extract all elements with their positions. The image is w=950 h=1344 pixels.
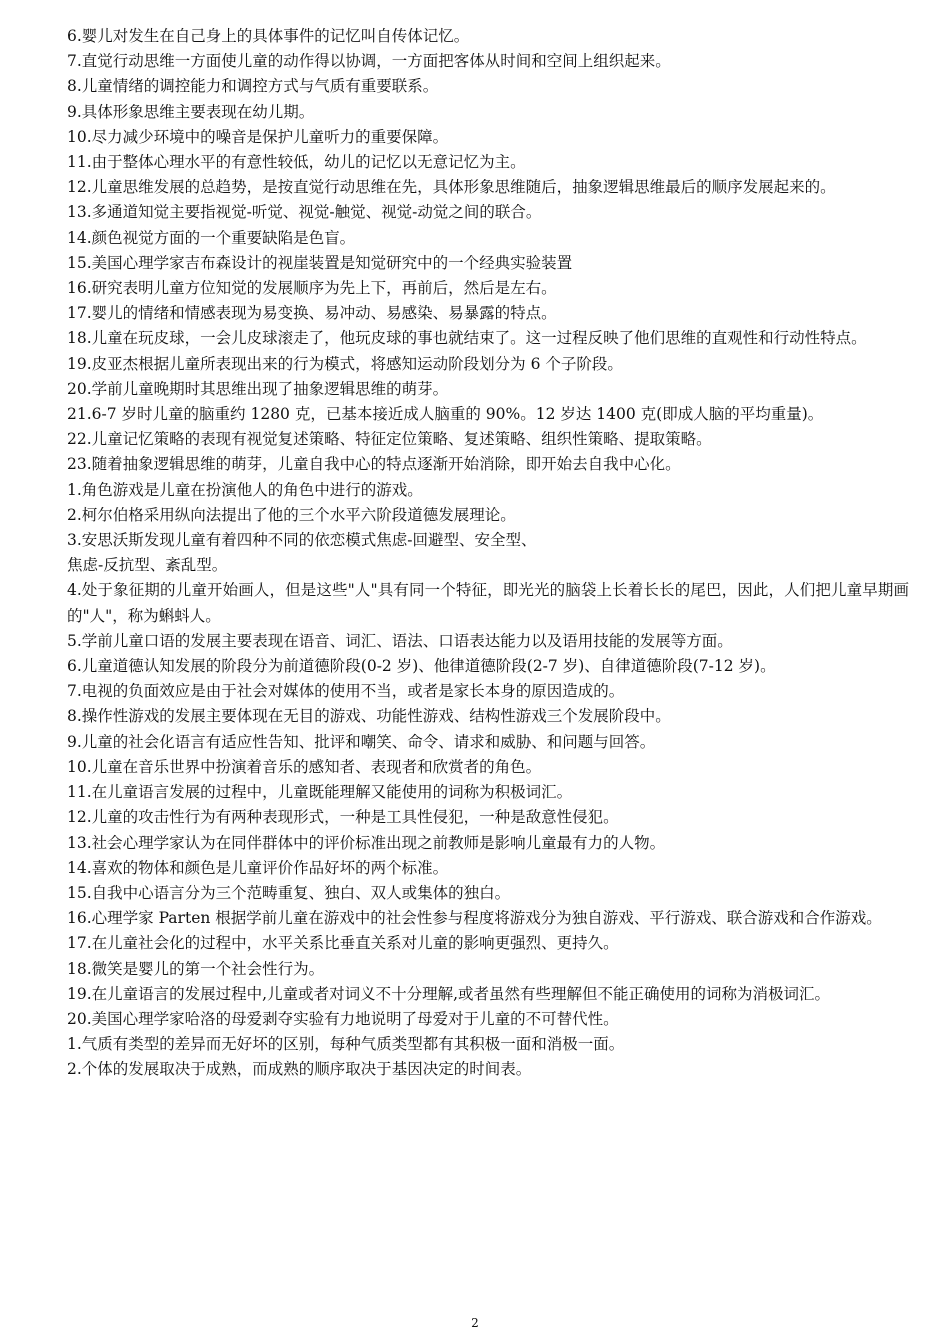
text-line: 23.随着抽象逻辑思维的萌芽，儿童自我中心的特点逐渐开始消除，即开始去自我中心化。 <box>67 455 681 474</box>
text-line: 10.儿童在音乐世界中扮演着音乐的感知者、表现者和欣赏者的角色。 <box>67 757 542 776</box>
text-line: 19.皮亚杰根据儿童所表现出来的行为模式，将感知运动阶段划分为 6 个子阶段。 <box>67 354 623 373</box>
text-line: 3.安思沃斯发现儿童有着四种不同的依恋模式焦虑-回避型、安全型、 <box>67 531 537 550</box>
text-line: 9.儿童的社会化语言有适应性告知、批评和嘲笑、命令、请求和威胁、和问题与回答。 <box>67 732 656 751</box>
text-line: 2.个体的发展取决于成熟，而成熟的顺序取决于基因决定的时间表。 <box>67 1060 532 1079</box>
text-line: 18.微笑是婴儿的第一个社会性行为。 <box>67 959 325 978</box>
text-line: 14.喜欢的物体和颜色是儿童评价作品好坏的两个标准。 <box>67 858 449 877</box>
document-body <box>67 24 909 1083</box>
text-line: 焦虑-反抗型、紊乱型。 <box>67 556 228 575</box>
text-line: 9.具体形象思维主要表现在幼儿期。 <box>67 102 315 121</box>
text-line: 2.柯尔伯格采用纵向法提出了他的三个水平六阶段道德发展理论。 <box>67 505 516 524</box>
text-line: 8.儿童情绪的调控能力和调控方式与气质有重要联系。 <box>67 77 439 96</box>
text-line: 13.社会心理学家认为在同伴群体中的评价标准出现之前教师是影响儿童最有力的人物。 <box>67 833 666 852</box>
text-line: 12.儿童思维发展的总趋势，是按直觉行动思维在先，具体形象思维随后，抽象逻辑思维最后的顺序发展起来的。 <box>67 178 836 197</box>
text-line: 16.研究表明儿童方位知觉的发展顺序为先上下，再前后，然后是左右。 <box>67 279 557 298</box>
text-line: 16.心理学家 Parten 根据学前儿童在游戏中的社会性参与程度将游戏分为独自游戏、平行游戏、联合游戏和合作游戏。 <box>67 909 882 928</box>
text-line: 4.处于象征期的儿童开始画人，但是这些"人"具有同一个特征，即光光的脑袋上长着长长的尾巴，因此，人们把儿童早期画的"人"，称为蝌蚪人。 <box>67 581 909 625</box>
text-line: 20.学前儿童晚期时其思维出现了抽象逻辑思维的萌芽。 <box>67 379 449 398</box>
text-line: 15.美国心理学家吉布森设计的视崖装置是知觉研究中的一个经典实验装置 <box>67 253 573 272</box>
text-line: 17.在儿童社会化的过程中，水平关系比垂直关系对儿童的影响更强烈、更持久。 <box>67 934 619 953</box>
text-line: 8.操作性游戏的发展主要体现在无目的游戏、功能性游戏、结构性游戏三个发展阶段中。 <box>67 707 671 726</box>
text-line: 12.儿童的攻击性行为有两种表现形式，一种是工具性侵犯，一种是敌意性侵犯。 <box>67 808 619 827</box>
text-line: 6.婴儿对发生在自己身上的具体事件的记忆叫自传体记忆。 <box>67 27 470 45</box>
text-line: 13.多通道知觉主要指视觉-听觉、视觉-触觉、视觉-动觉之间的联合。 <box>67 203 542 222</box>
text-line: 15.自我中心语言分为三个范畴重复、独白、双人或集体的独白。 <box>67 883 511 902</box>
page-number: 2 <box>471 1316 479 1330</box>
text-line: 14.颜色视觉方面的一个重要缺陷是色盲。 <box>67 228 356 247</box>
text-line: 22.儿童记忆策略的表现有视觉复述策略、特征定位策略、复述策略、组织性策略、提取策略。 <box>67 430 712 449</box>
text-line: 20.美国心理学家哈洛的母爱剥夺实验有力地说明了母爱对于儿童的不可替代性。 <box>67 1009 619 1028</box>
text-line: 7.电视的负面效应是由于社会对媒体的使用不当，或者是家长本身的原因造成的。 <box>67 682 625 701</box>
text-line: 1.气质有类型的差异而无好坏的区别，每种气质类型都有其积极一面和消极一面。 <box>67 1035 625 1054</box>
text-line: 19.在儿童语言的发展过程中,儿童或者对词义不十分理解,或者虽然有些理解但不能正确使用的词称为消极词汇。 <box>67 984 831 1003</box>
text-line: 5.学前儿童口语的发展主要表现在语音、词汇、语法、口语表达能力以及语用技能的发展等方面。 <box>67 631 733 650</box>
text-line: 17.婴儿的情绪和情感表现为易变换、易冲动、易感染、易暴露的特点。 <box>67 304 557 323</box>
text-line: 21.6-7 岁时儿童的脑重约 1280 克，已基本接近成人脑重的 90%。12 岁达 1400 克(即成人脑的平均重量)。 <box>67 405 824 424</box>
text-line: 6.儿童道德认知发展的阶段分为前道德阶段(0-2 岁)、他律道德阶段(2-7 岁)、自律道德阶段(7-12 岁)。 <box>67 657 776 676</box>
text-line: 10.尽力减少环境中的噪音是保护儿童听力的重要保障。 <box>67 127 449 146</box>
text-line: 7.直觉行动思维一方面使儿童的动作得以协调，一方面把客体从时间和空间上组织起来。 <box>67 52 671 71</box>
text-line: 11.由于整体心理水平的有意性较低，幼儿的记忆以无意记忆为主。 <box>67 153 526 172</box>
text-line: 1.角色游戏是儿童在扮演他人的角色中进行的游戏。 <box>67 480 423 499</box>
text-line: 11.在儿童语言发展的过程中，儿童既能理解又能使用的词称为积极词汇。 <box>67 783 573 802</box>
text-line: 18.儿童在玩皮球，一会儿皮球滚走了，他玩皮球的事也就结束了。这一过程反映了他们思维的直观性和行动性特点。 <box>67 329 867 348</box>
